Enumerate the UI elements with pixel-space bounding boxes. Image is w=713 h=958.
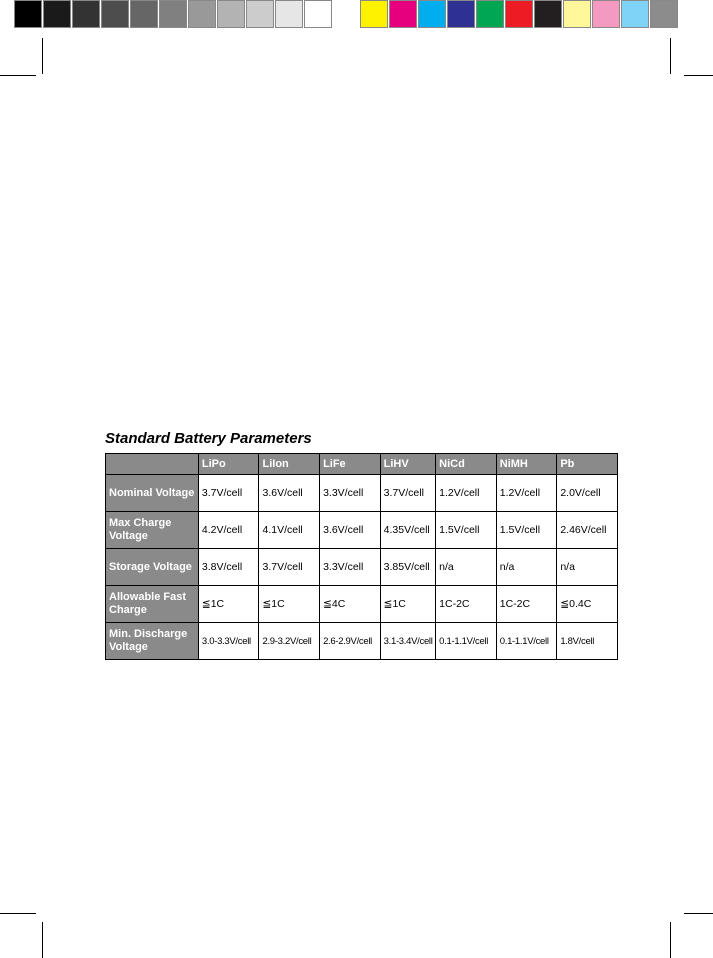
header-lihv: LiHV	[380, 454, 436, 475]
crop-mark-top-left-h	[0, 75, 36, 76]
color-swatch	[650, 0, 678, 28]
battery-parameters-table	[105, 453, 618, 660]
color-swatch	[360, 0, 388, 28]
color-swatch	[389, 0, 417, 28]
header-liion: LiIon	[259, 454, 320, 475]
color-swatch	[217, 0, 245, 28]
table-cell: 1.5V/cell	[436, 512, 497, 549]
color-swatch	[505, 0, 533, 28]
table-cell: 1C-2C	[436, 586, 497, 623]
crop-mark-bottom-right-h	[684, 913, 713, 914]
table-cell: 1C-2C	[496, 586, 557, 623]
crop-mark-bottom-right-v	[670, 922, 671, 958]
color-swatch	[14, 0, 42, 28]
table-row	[106, 475, 618, 512]
color-swatch	[534, 0, 562, 28]
grayscale-calibration-bar	[14, 0, 333, 30]
crop-mark-bottom-left-v	[42, 922, 43, 958]
table-cell: 3.85V/cell	[380, 549, 436, 586]
table-cell: 1.2V/cell	[496, 475, 557, 512]
color-swatch	[563, 0, 591, 28]
color-calibration-bar	[360, 0, 679, 30]
table-cell: 3.6V/cell	[320, 512, 381, 549]
color-swatch	[592, 0, 620, 28]
color-swatch	[246, 0, 274, 28]
color-swatch	[275, 0, 303, 28]
table-cell: 3.6V/cell	[259, 475, 320, 512]
table-row	[106, 512, 618, 549]
header-pb: Pb	[557, 454, 618, 475]
header-nimh: NiMH	[496, 454, 557, 475]
table-cell: 3.1-3.4V/cell	[380, 623, 436, 660]
table-cell: 4.35V/cell	[380, 512, 436, 549]
table-cell: 3.7V/cell	[259, 549, 320, 586]
row-label: Min. Discharge Voltage	[106, 623, 199, 660]
crop-mark-top-right-h	[684, 75, 713, 76]
table-cell: 0.1-1.1V/cell	[496, 623, 557, 660]
table-cell: n/a	[436, 549, 497, 586]
table-cell: 2.0V/cell	[557, 475, 618, 512]
table-cell: 2.6-2.9V/cell	[320, 623, 381, 660]
color-swatch	[476, 0, 504, 28]
crop-mark-bottom-left-h	[0, 913, 36, 914]
table-cell: n/a	[496, 549, 557, 586]
table-row	[106, 549, 618, 586]
crop-mark-top-right-v	[670, 38, 671, 74]
table-header-row	[106, 454, 618, 475]
section-title: Standard Battery Parameters	[105, 430, 312, 447]
table-cell: 2.46V/cell	[557, 512, 618, 549]
color-swatch	[130, 0, 158, 28]
table-cell: ≦1C	[380, 586, 436, 623]
color-swatch	[43, 0, 71, 28]
crop-mark-top-left-v	[42, 38, 43, 74]
table-cell: ≦1C	[259, 586, 320, 623]
color-swatch	[447, 0, 475, 28]
row-label: Allowable Fast Charge	[106, 586, 199, 623]
table-cell: 3.7V/cell	[380, 475, 436, 512]
table-row	[106, 586, 618, 623]
header-corner	[106, 454, 199, 475]
color-swatch	[621, 0, 649, 28]
table-cell: 4.1V/cell	[259, 512, 320, 549]
header-lipo: LiPo	[198, 454, 259, 475]
row-label: Nominal Voltage	[106, 475, 199, 512]
color-swatch	[418, 0, 446, 28]
color-swatch	[188, 0, 216, 28]
table-row	[106, 623, 618, 660]
table-cell: 3.8V/cell	[198, 549, 259, 586]
header-life: LiFe	[320, 454, 381, 475]
table-cell: 1.2V/cell	[436, 475, 497, 512]
table-cell: n/a	[557, 549, 618, 586]
table-cell: 3.7V/cell	[198, 475, 259, 512]
table-cell: 1.8V/cell	[557, 623, 618, 660]
header-nicd: NiCd	[436, 454, 497, 475]
color-swatch	[72, 0, 100, 28]
color-swatch	[101, 0, 129, 28]
table-cell: 3.3V/cell	[320, 475, 381, 512]
table-cell: 1.5V/cell	[496, 512, 557, 549]
table-cell: 3.3V/cell	[320, 549, 381, 586]
table-cell: 3.0-3.3V/cell	[198, 623, 259, 660]
table-cell: 0.1-1.1V/cell	[436, 623, 497, 660]
color-swatch	[159, 0, 187, 28]
table-cell: ≦1C	[198, 586, 259, 623]
table-cell: 4.2V/cell	[198, 512, 259, 549]
row-label: Storage Voltage	[106, 549, 199, 586]
color-swatch	[304, 0, 332, 28]
table-cell: 2.9-3.2V/cell	[259, 623, 320, 660]
table-cell: ≦4C	[320, 586, 381, 623]
table-cell: ≦0.4C	[557, 586, 618, 623]
row-label: Max Charge Voltage	[106, 512, 199, 549]
